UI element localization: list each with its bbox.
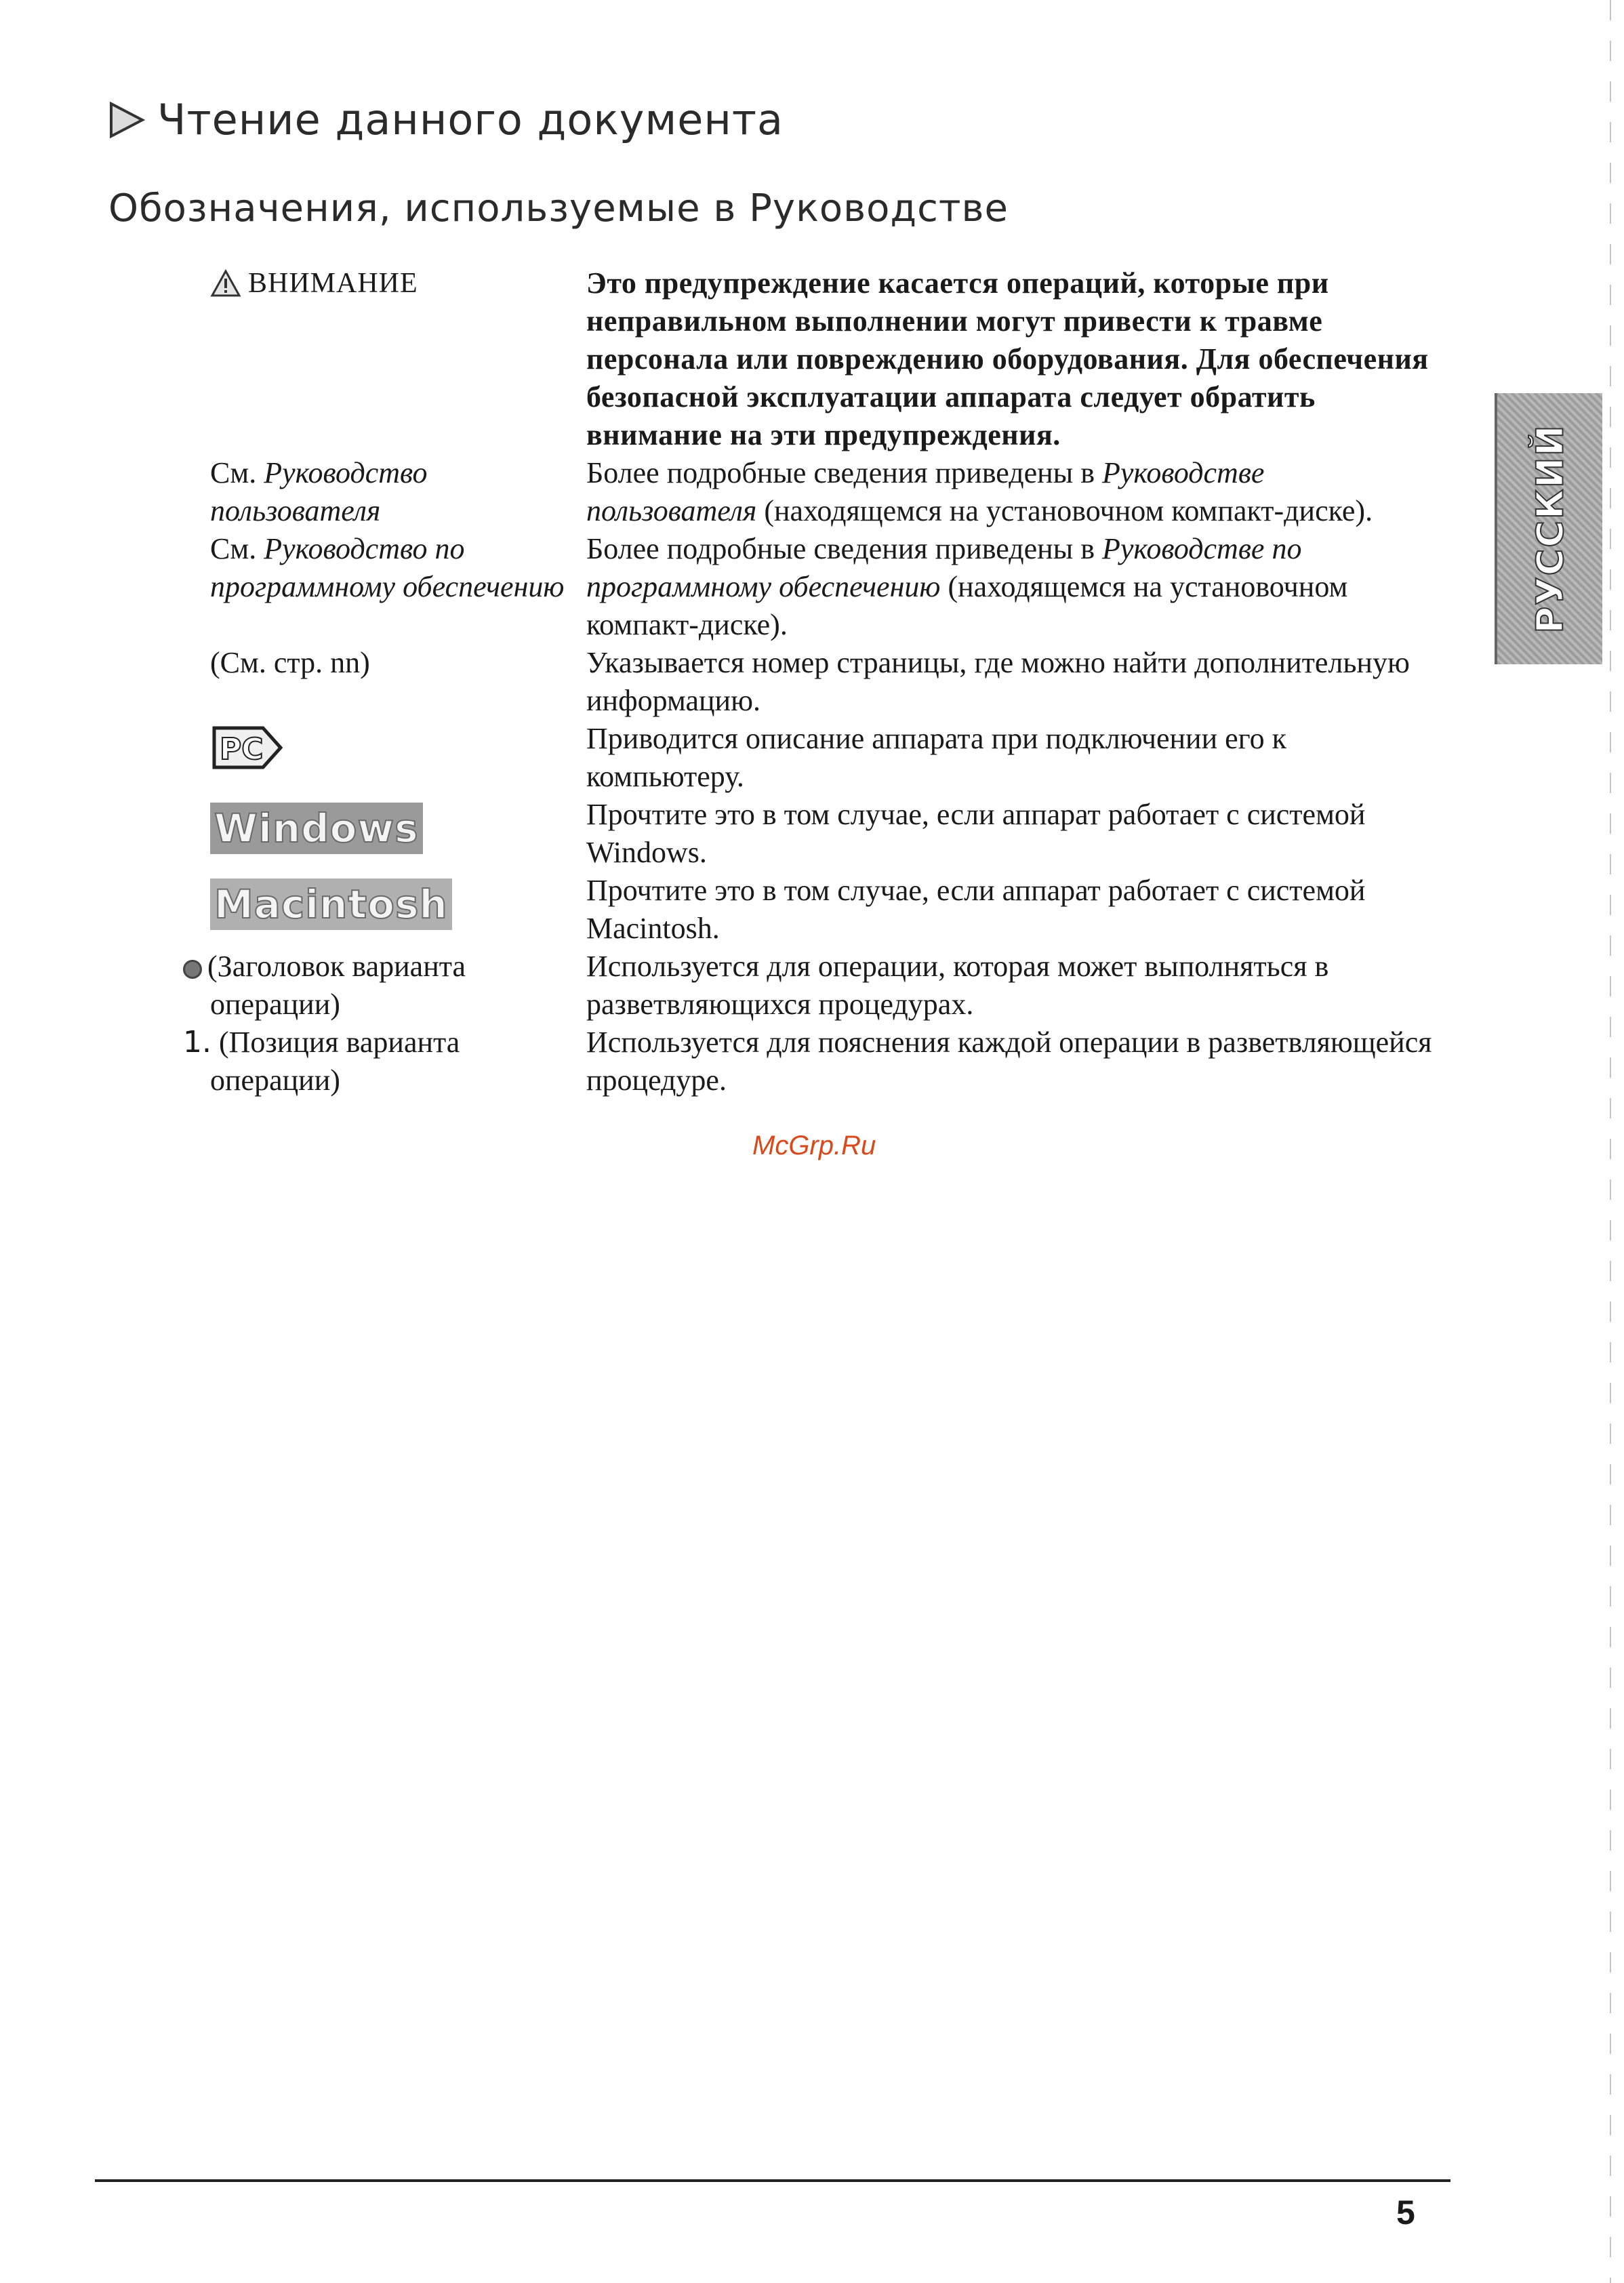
legend-row-software-guide [210,530,1437,644]
variant-item-description: Используется для пояснения каждой операции в разветвляющейся процедуре. [586,1026,1432,1097]
legend-row-windows [210,796,1437,872]
user-guide-prefix: См. [210,456,257,489]
legend-row-variant-item [210,1024,1437,1099]
bullet-icon [183,960,202,979]
pc-description: Приводится описание аппарата при подключении его к компьютеру. [586,722,1287,793]
software-guide-prefix: См. [210,532,257,565]
section-subtitle: Обозначения, используемые в Руководстве [108,186,1009,230]
warning-label: ВНИМАНИЕ [248,268,418,299]
page-title [108,95,784,144]
legend-row-macintosh [210,872,1437,948]
legend-row-page-ref [210,644,1437,720]
page-number: 5 [1396,2194,1415,2231]
arrow-right-icon [108,101,145,139]
page-ref-description: Указывается номер страницы, где можно найти дополнительную информацию. [586,646,1410,717]
watermark: McGrp.Ru [752,1131,876,1160]
footer-divider [95,2179,1450,2182]
legend-row-pc [210,720,1437,796]
pc-icon [210,723,285,773]
software-guide-desc-end: (находящемся на установочном компакт-диске). [586,570,1348,641]
windows-logo: Windows [210,803,423,854]
legend-table [183,264,1437,1099]
warning-icon [210,269,241,298]
legend-row-user-guide [210,454,1437,530]
software-guide-desc-italic: Руководстве по программному обеспечению [586,532,1302,603]
user-guide-desc-end: (находящемся на установочном компакт-диске). [764,494,1373,527]
user-guide-title: Руководство пользователя [210,456,428,527]
svg-text:PC: PC [220,732,264,767]
language-tab-label: РУССКИЙ [1528,424,1571,634]
warning-description: Это предупреждение касается операций, которые при неправильном выполнении могут привести к травме персонала или повреждению оборудования. Для обеспечения безопасной эксплуатации аппарата следует обратить внимание на эти предупреждения. [586,266,1429,451]
windows-description: Прочтите это в том случае, если аппарат работает с системой Windows. [586,798,1366,869]
scan-edge [1610,0,1611,2283]
variant-title-label: (Заголовок варианта операции) [207,950,466,1021]
software-guide-desc-start: Более подробные сведения приведены в [586,532,1095,565]
variant-title-description: Используется для операции, которая может выполняться в разветвляющихся процедурах. [586,950,1329,1021]
page-title-text: Чтение данного документа [157,95,784,144]
macintosh-logo: Macintosh [210,878,452,930]
macintosh-description: Прочтите это в том случае, если аппарат работает с системой Macintosh. [586,874,1366,945]
software-guide-title: Руководство по программному обеспечению [210,532,565,603]
language-tab [1495,393,1602,664]
user-guide-desc-italic: Руководстве пользователя [586,456,1265,527]
legend-row-warning [210,264,1437,454]
user-guide-desc-start: Более подробные сведения приведены в [586,456,1095,489]
legend-row-variant-title [210,948,1437,1024]
variant-item-number: 1. [183,1025,211,1059]
page-ref-label: (См. стр. nn) [210,646,370,679]
variant-item-label: (Позиция варианта операции) [210,1026,460,1097]
